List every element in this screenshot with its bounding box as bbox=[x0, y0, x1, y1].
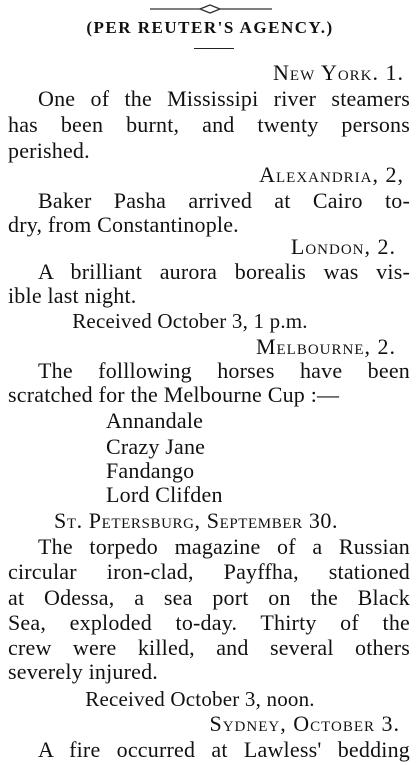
dateline-sydney: Sydney, October 3. bbox=[209, 711, 400, 736]
news-line: A brilliant aurora borealis was vis- bbox=[38, 259, 410, 284]
news-line: crew were killed, and several others bbox=[8, 635, 410, 660]
news-line: at Odessa, a sea port on the Black bbox=[8, 585, 410, 610]
agency-heading: (PER REUTER'S AGENCY.) bbox=[86, 18, 334, 37]
news-line: Sea, exploded to-day. Thirty of the bbox=[8, 610, 410, 635]
news-line: A fire occurred at Lawless' bedding bbox=[38, 737, 410, 762]
dateline-new-york: New York. 1. bbox=[273, 60, 404, 85]
news-line: scratched for the Melbourne Cup :— bbox=[8, 382, 340, 407]
horse-name: Fandango bbox=[106, 458, 195, 483]
news-line: has been burnt, and twenty persons bbox=[8, 112, 410, 137]
horse-name: Crazy Jane bbox=[106, 434, 206, 459]
received-notice: Received October 3, 1 p.m. bbox=[72, 309, 308, 333]
news-line: ible last night. bbox=[8, 283, 137, 308]
horse-name: Annandale bbox=[106, 408, 204, 433]
news-line: dry, from Constantinople. bbox=[8, 212, 239, 237]
news-line: One of the Mississipi river steamers bbox=[38, 86, 410, 111]
dateline-alexandria: Alexandria, 2, bbox=[259, 162, 404, 187]
news-line: circular iron-clad, Payffha, stationed bbox=[8, 559, 410, 584]
received-notice: Received October 3, noon. bbox=[85, 687, 315, 711]
dateline-st-petersburg: St. Petersburg, September 30. bbox=[54, 508, 339, 533]
news-line: The folllowing horses have been bbox=[38, 358, 410, 383]
news-line: severely injured. bbox=[8, 659, 159, 684]
news-line: The torpedo magazine of a Russian bbox=[38, 534, 410, 559]
dateline-london: London, 2. bbox=[290, 234, 396, 259]
horse-name: Lord Clifden bbox=[106, 482, 223, 507]
news-line: Baker Pasha arrived at Cairo to- bbox=[38, 188, 410, 213]
separator-rule bbox=[194, 48, 234, 49]
news-line: perished. bbox=[8, 138, 90, 163]
dateline-melbourne: Melbourne, 2. bbox=[255, 334, 396, 359]
